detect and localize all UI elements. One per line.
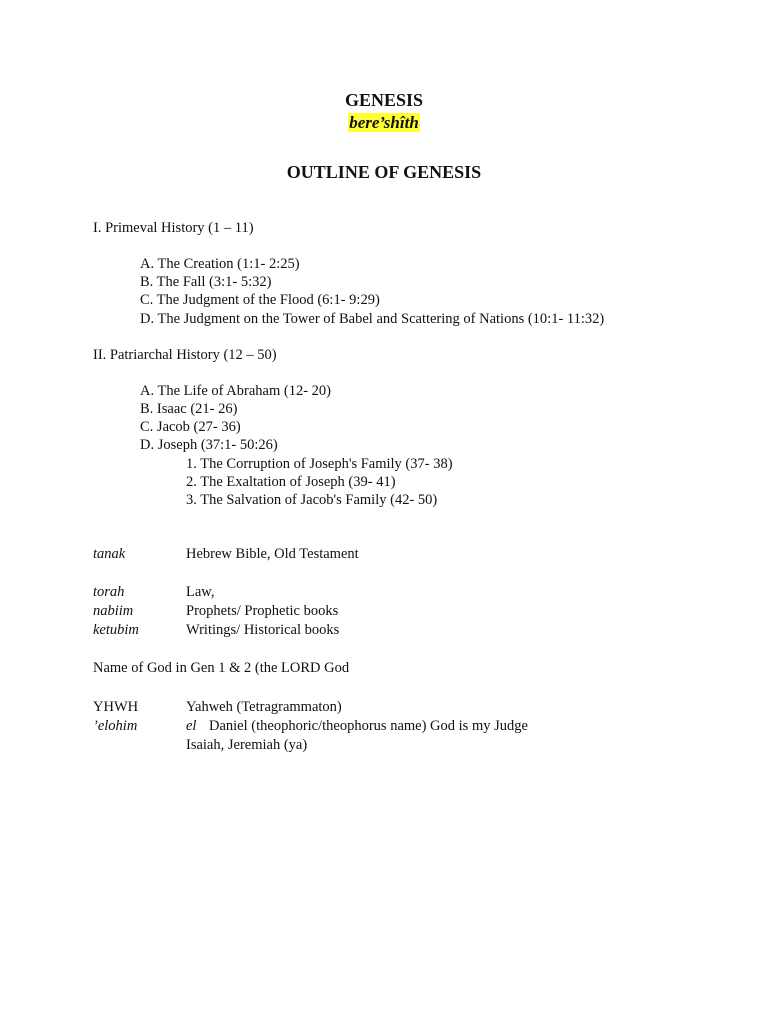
list-item: A. The Creation (1:1- 2:25): [140, 256, 300, 272]
def-tanak: Hebrew Bible, Old Testament: [186, 546, 359, 562]
list-item: C. Jacob (27- 36): [140, 419, 241, 435]
names-of-god-heading: Name of God in Gen 1 & 2 (the LORD God: [93, 660, 350, 676]
def-elohim-extra: Isaiah, Jeremiah (ya): [186, 737, 308, 753]
term-nabiim: nabiim: [93, 603, 134, 619]
def-torah: Law,: [186, 584, 215, 600]
list-item: B. The Fall (3:1- 5:32): [140, 274, 272, 290]
sub-list-item: 3. The Salvation of Jacob's Family (42- 50): [186, 492, 438, 508]
term-elohim: ’elohim: [93, 718, 138, 734]
term-el: el: [186, 718, 197, 734]
def-elohim: Daniel (theophoric/theophorus name) God is my Judge: [209, 718, 528, 734]
sub-list-item: 1. The Corruption of Joseph's Family (37- 38): [186, 456, 453, 472]
term-yhwh: YHWH: [93, 699, 139, 715]
term-torah: torah: [93, 584, 125, 600]
def-ketubim: Writings/ Historical books: [186, 622, 340, 638]
outline-title: OUTLINE OF GENESIS: [286, 162, 482, 182]
document-subtitle: [0, 113, 768, 133]
subtitle-highlight: bere’shîth: [349, 113, 419, 132]
sub-list-item: 2. The Exaltation of Joseph (39- 41): [186, 474, 396, 490]
term-ketubim: ketubim: [93, 622, 139, 638]
list-item: A. The Life of Abraham (12- 20): [140, 383, 331, 399]
document-title: GENESIS: [344, 90, 424, 110]
list-item: D. The Judgment on the Tower of Babel and Scattering of Nations (10:1- 11:32): [140, 311, 605, 327]
term-tanak: tanak: [93, 546, 126, 562]
section-heading-patriarchal: II. Patriarchal History (12 – 50): [93, 347, 277, 363]
list-item: B. Isaac (21- 26): [140, 401, 238, 417]
section-heading-primeval: I. Primeval History (1 – 11): [93, 220, 254, 236]
list-item: C. The Judgment of the Flood (6:1- 9:29): [140, 292, 380, 308]
list-item: D. Joseph (37:1- 50:26): [140, 437, 278, 453]
def-yhwh: Yahweh (Tetragrammaton): [186, 699, 342, 715]
def-nabiim: Prophets/ Prophetic books: [186, 603, 339, 619]
